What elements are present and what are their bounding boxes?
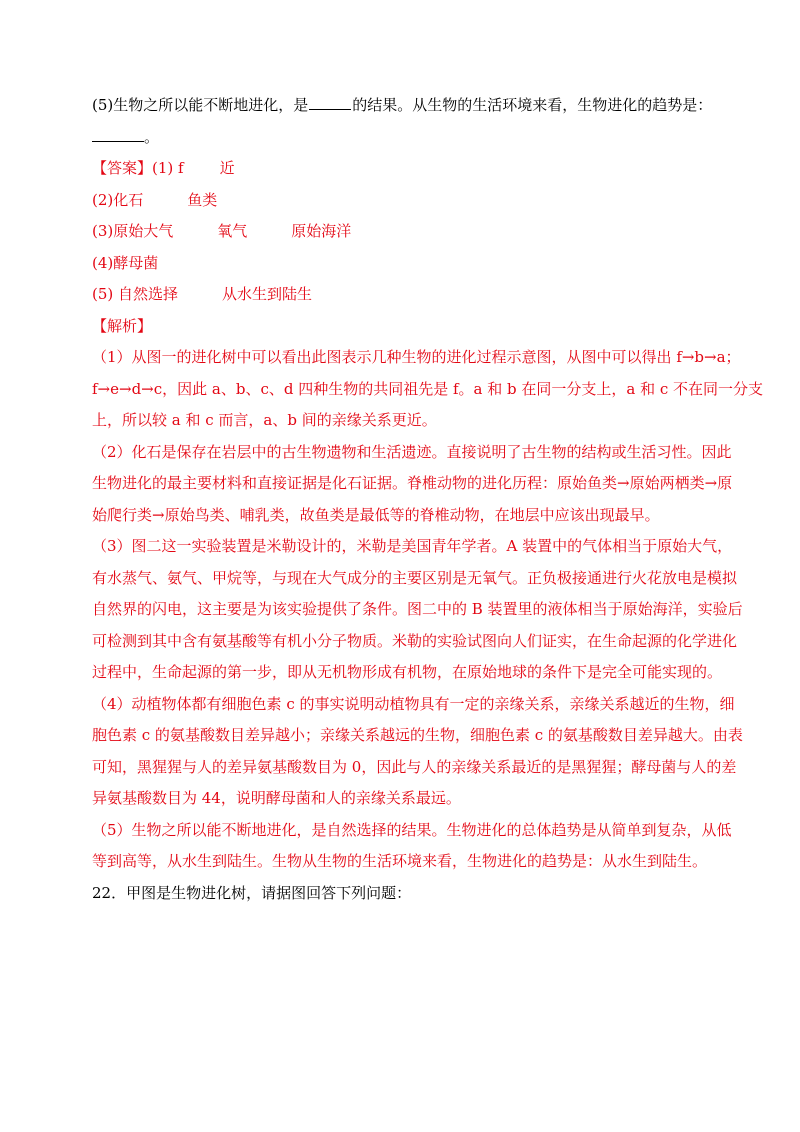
question-5-line-1: [92, 90, 712, 122]
analysis-line: 胞色素 c 的氨基酸数目差异越小；亲缘关系越远的生物，细胞色素 c 的氨基酸数目差异越大。由表: [92, 726, 743, 744]
answer-label: 【答案】: [92, 159, 153, 177]
answer-3-word-1: 氧气: [217, 222, 248, 240]
answer-2-word: 鱼类: [187, 190, 218, 209]
answer-2-number: (2)化石: [92, 190, 144, 209]
analysis-line: 上，所以较 a 和 c 而言，a、b 间的亲缘关系更近。: [92, 411, 437, 429]
question-5-line-2: [92, 122, 712, 154]
analysis-line: 过程中，生命起源的第一步，即从无机物形成有机物，在原始地球的条件下是完全可能实现的。: [92, 663, 723, 681]
analysis-line: 可检测到其中含有氨基酸等有机小分子物质。米勒的实验试图向人们证实，在生命起源的化学进化: [92, 631, 738, 650]
question-22-title: 22．甲图是生物进化树，请据图回答下列问题：: [92, 883, 412, 902]
analysis-line: （5）生物之所以能不断地进化，是自然选择的结果。生物进化的总体趋势是从简单到复杂，从低: [92, 820, 732, 839]
answer-1-word: 近: [219, 159, 235, 177]
analysis-line: 等到高等，从水生到陆生。生物从生物的生活环境来看，生物进化的趋势是：从水生到陆生。: [92, 852, 708, 870]
answer-line-2: [92, 185, 712, 217]
analysis-line: 异氨基酸数目为 44，说明酵母菌和人的亲缘关系最远。: [92, 789, 461, 807]
analysis-line: （1）从图一的进化树中可以看出此图表示几种生物的进化过程示意图，从图中可以得出 f→b→a；: [92, 348, 741, 366]
analysis-line: （3）图二这一实验装置是米勒设计的，米勒是美国青年学者。A 装置中的气体相当于原始大气，: [92, 537, 733, 555]
answer-3-word-2: 原始海洋: [291, 222, 352, 240]
answer-3-number: (3)原始大气: [92, 222, 174, 240]
question-5-end: 。: [144, 127, 160, 146]
document-page: [92, 90, 764, 909]
analysis-line: （2）化石是保存在岩层中的古生物遗物和生活遗迹。直接说明了古生物的结构或生活习性。因此: [92, 442, 732, 461]
analysis-line: 始爬行类→原始鸟类、哺乳类，故鱼类是最低等的脊椎动物，在地层中应该出现最早。: [92, 505, 660, 524]
answer-line-3: [92, 216, 712, 248]
fill-blank-2: [92, 124, 144, 142]
analysis-line: 有水蒸气、氨气、甲烷等，与现在大气成分的主要区别是无氧气。正负极接通进行火花放电是模拟: [92, 568, 738, 587]
question-5-text-b: 的结果。从生物的生活环境来看，生物进化的趋势是：: [352, 96, 713, 114]
answer-line-1: [92, 153, 712, 185]
analysis-line: 生物进化的最主要材料和直接证据是化石证据。脊椎动物的进化历程：原始鱼类→原始两栖类→原: [92, 474, 733, 492]
answer-5-number: (5) 自然选择: [92, 285, 179, 303]
analysis-line: 自然界的闪电，这主要是为该实验提供了条件。图二中的 B 装置里的液体相当于原始海洋，实验后: [92, 600, 743, 618]
answer-line-5: [92, 279, 712, 311]
answer-4: (4)酵母菌: [92, 253, 159, 272]
question-5-text-a: (5)生物之所以能不断地进化，是: [92, 96, 309, 114]
answer-1-number: (1) f: [152, 159, 184, 177]
answer-5-word: 从水生到陆生: [222, 285, 313, 303]
analysis-line: （4）动植物体都有细胞色素 c 的事实说明动植物具有一定的亲缘关系，亲缘关系越近的生物，细: [92, 694, 735, 713]
analysis-line: 可知，黑猩猩与人的差异氨基酸数目为 0，因此与人的亲缘关系最近的是黑猩猩；酵母菌与人的差: [92, 757, 737, 776]
analysis-line: f→e→d→c，因此 a、b、c、d 四种生物的共同祖先是 f。a 和 b 在同一分支上，a 和 c 不在同一分支: [92, 379, 764, 398]
fill-blank-1: [309, 92, 351, 110]
answer-line-4: [92, 248, 712, 280]
analysis-label: 【解析】: [92, 316, 153, 335]
